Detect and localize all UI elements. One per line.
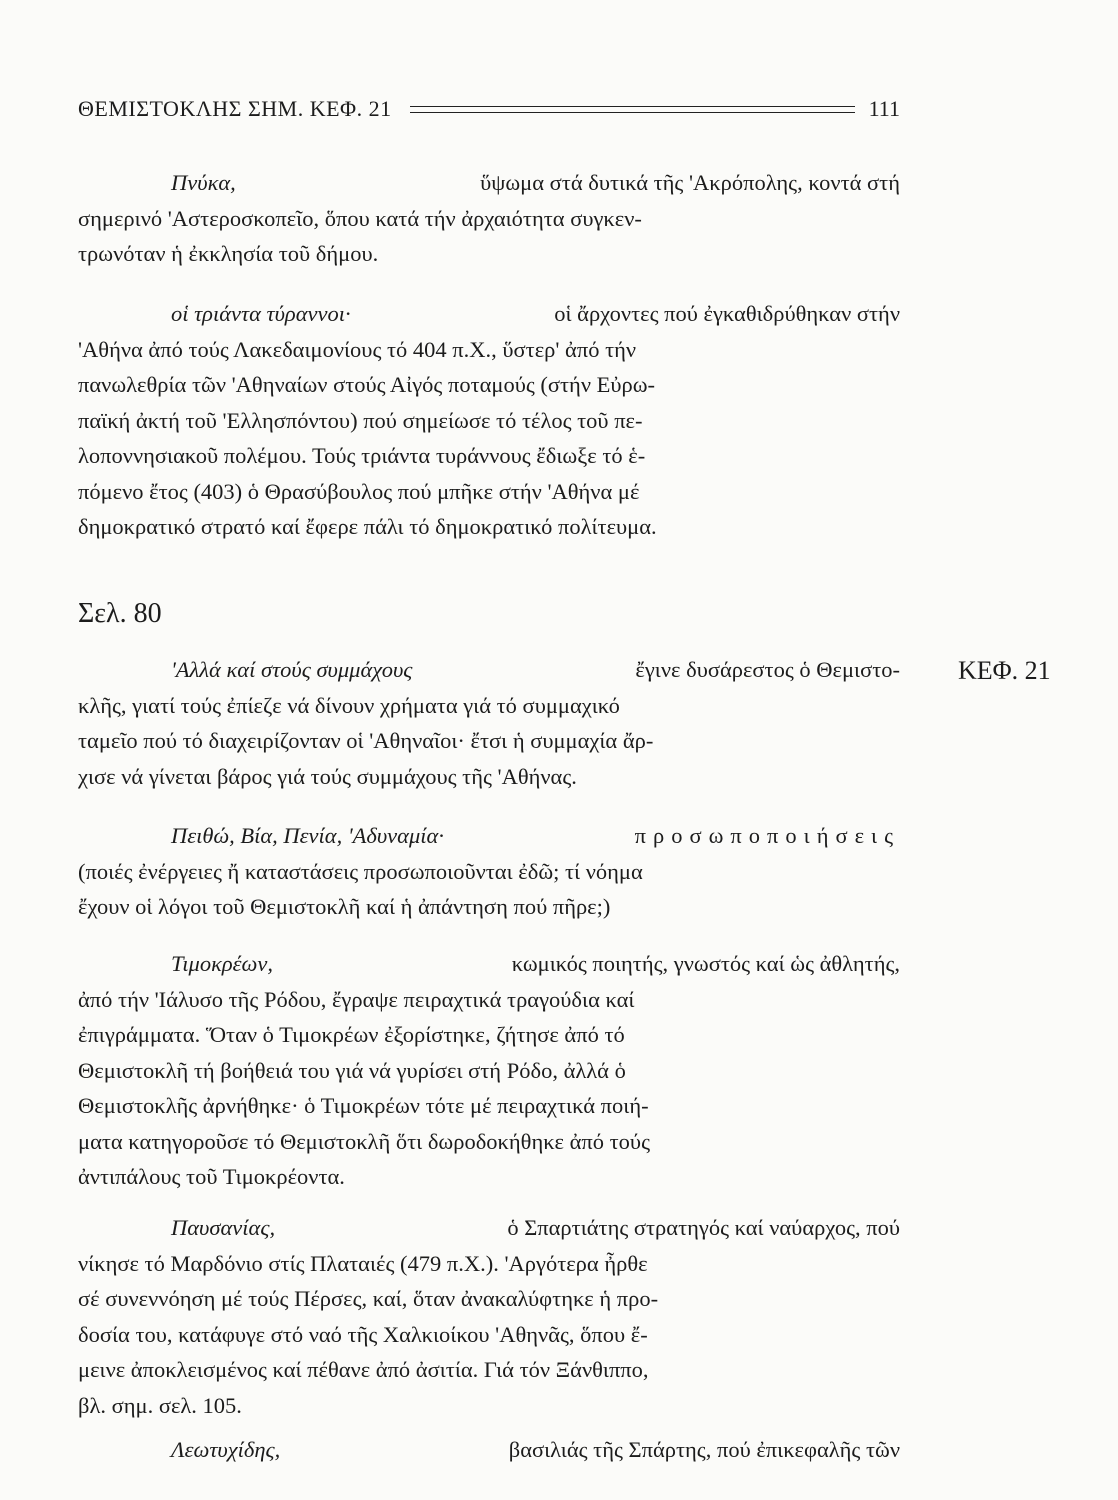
header-title: ΘΕΜΙΣΤΟΚΛΗΣ ΣΗΜ. ΚΕΦ. 21	[78, 96, 392, 121]
entry-text: ἀπό τήν 'Ιάλυσο τῆς Ρόδου, ἔγραψε πειραχτικά τραγούδια καί	[78, 986, 635, 1012]
entry-text: πόμενο ἔτος (403) ὁ Θρασύβουλος πού μπῆκε στήν 'Αθήνα μέ	[78, 478, 640, 504]
entry-text: ταμεῖο πού τό διαχειρίζονταν οἱ 'Αθηναῖοι· ἔτσι ἡ συμμαχία ἄρ-	[78, 728, 654, 753]
header-double-rule	[410, 106, 855, 113]
entry-text: βασιλιάς τῆς Σπάρτης, πού ἐπικεφαλῆς τῶν	[508, 1437, 900, 1462]
entry-text: ἀντιπάλους τοῦ Τιμοκρέοντα.	[78, 1164, 345, 1189]
entry-leotychidis	[78, 1432, 900, 1468]
entry-text: οἱ ἄρχοντες πού ἐγκαθιδρύθηκαν στήν	[554, 301, 900, 326]
entry-text: χισε νά γίνεται βάρος γιά τούς συμμάχους τῆς 'Αθήνας.	[78, 763, 577, 789]
entry-text: δοσία του, κατάφυγε στό ναό τῆς Χαλκιοίκου 'Αθηνᾶς, ὅπου ἔ-	[78, 1321, 648, 1347]
entry-text: κλῆς, γιατί τούς ἐπίεζε νά δίνουν χρήματα γιά τό συμμαχικό	[78, 692, 620, 718]
term-peitho: Πειθώ, Βία, Πενία, 'Αδυναμία·	[171, 823, 444, 848]
entry-text: ὕψωμα στά δυτικά τῆς 'Ακρόπολης, κοντά στή	[480, 170, 900, 195]
term-symmachous: 'Αλλά καί στούς συμμάχους	[171, 657, 413, 682]
entry-text: λοποννησιακοῦ πολέμου. Τούς τριάντα τυράννους ἔδιωξε τό ἑ-	[78, 443, 646, 468]
entry-text: νίκησε τό Μαρδόνιο στίς Πλαταιές (479 π.Χ.). 'Αργότερα ἦρθε	[78, 1250, 648, 1276]
term-leotychidis: Λεωτυχίδης,	[171, 1437, 281, 1462]
entry-text: (ποιές ἐνέργειες ἤ καταστάσεις προσωποιοῦνται ἐδῶ; τί νόημα	[78, 858, 643, 884]
entry-pausanias	[78, 1210, 900, 1423]
section-heading: Σελ. 80	[78, 598, 162, 629]
term-pausanias: Παυσανίας,	[171, 1215, 276, 1240]
page-number: 111	[868, 96, 900, 121]
entry-text: προσωποποιήσεις	[634, 823, 900, 848]
entry-text: δημοκρατικό στρατό καί ἔφερε πάλι τό δημοκρατικό πολίτευμα.	[78, 514, 657, 539]
term-pnyka: Πνύκα,	[171, 170, 236, 195]
entry-text: μεινε ἀποκλεισμένος καί πέθανε ἀπό ἀσιτία. Γιά τόν Ξάνθιππο,	[78, 1357, 649, 1382]
entry-text: ὁ Σπαρτιάτης στρατηγός καί ναύαρχος, πού	[507, 1215, 900, 1240]
term-tyrannoi: οἱ τριάντα τύραννοι·	[171, 301, 351, 326]
entry-text: πανωλεθρία τῶν 'Αθηναίων στούς Αἰγός ποταμούς (στήν Εὐρω-	[78, 372, 656, 397]
entry-text: 'Αθήνα ἀπό τούς Λακεδαιμονίους τό 404 π.Χ., ὕστερ' ἀπό τήν	[78, 336, 637, 362]
entry-text: ματα κατηγοροῦσε τό Θεμιστοκλῆ ὅτι δωροδοκήθηκε ἀπό τούς	[78, 1128, 650, 1154]
running-header	[78, 94, 900, 124]
entry-text: Θεμιστοκλῆς ἀρνήθηκε· ὁ Τιμοκρέων τότε μέ πειραχτικά ποιή-	[78, 1093, 649, 1118]
term-timokreon: Τιμοκρέων,	[171, 951, 274, 976]
entry-tyrannoi	[78, 296, 900, 545]
entry-text: τρωνόταν ἡ ἐκκλησία τοῦ δήμου.	[78, 241, 379, 266]
entry-pnyka	[78, 165, 900, 272]
entry-text: κωμικός ποιητής, γνωστός καί ὡς ἀθλητής,	[511, 951, 900, 976]
entry-text: ἐπιγράμματα. Ὅταν ὁ Τιμοκρέων ἐξορίστηκε, ζήτησε ἀπό τό	[78, 1022, 625, 1047]
margin-note: ΚΕΦ. 21	[958, 656, 1051, 685]
entry-text: ἔγινε δυσάρεστος ὁ Θεμιστο-	[635, 657, 900, 682]
entry-text: παϊκή ἀκτή τοῦ 'Ελλησπόντου) πού σημείωσε τό τέλος τοῦ πε-	[78, 407, 643, 433]
entry-text: Θεμιστοκλῆ τή βοήθειά του γιά νά γυρίσει στή Ρόδο, ἀλλά ὁ	[78, 1057, 626, 1083]
entry-text: βλ. σημ. σελ. 105.	[78, 1392, 242, 1418]
entry-text: ἔχουν οἱ λόγοι τοῦ Θεμιστοκλῆ καί ἡ ἀπάντηση πού πῆρε;)	[78, 894, 611, 919]
entry-text: σημερινό 'Αστεροσκοπεῖο, ὅπου κατά τήν ἀρχαιότητα συγκεν-	[78, 205, 642, 231]
entry-symmachous	[78, 652, 900, 794]
entry-timokreon	[78, 946, 900, 1195]
entry-text: σέ συνεννόηση μέ τούς Πέρσες, καί, ὅταν ἀνακαλύφτηκε ἡ προ-	[78, 1286, 659, 1311]
entry-peitho	[78, 818, 900, 925]
